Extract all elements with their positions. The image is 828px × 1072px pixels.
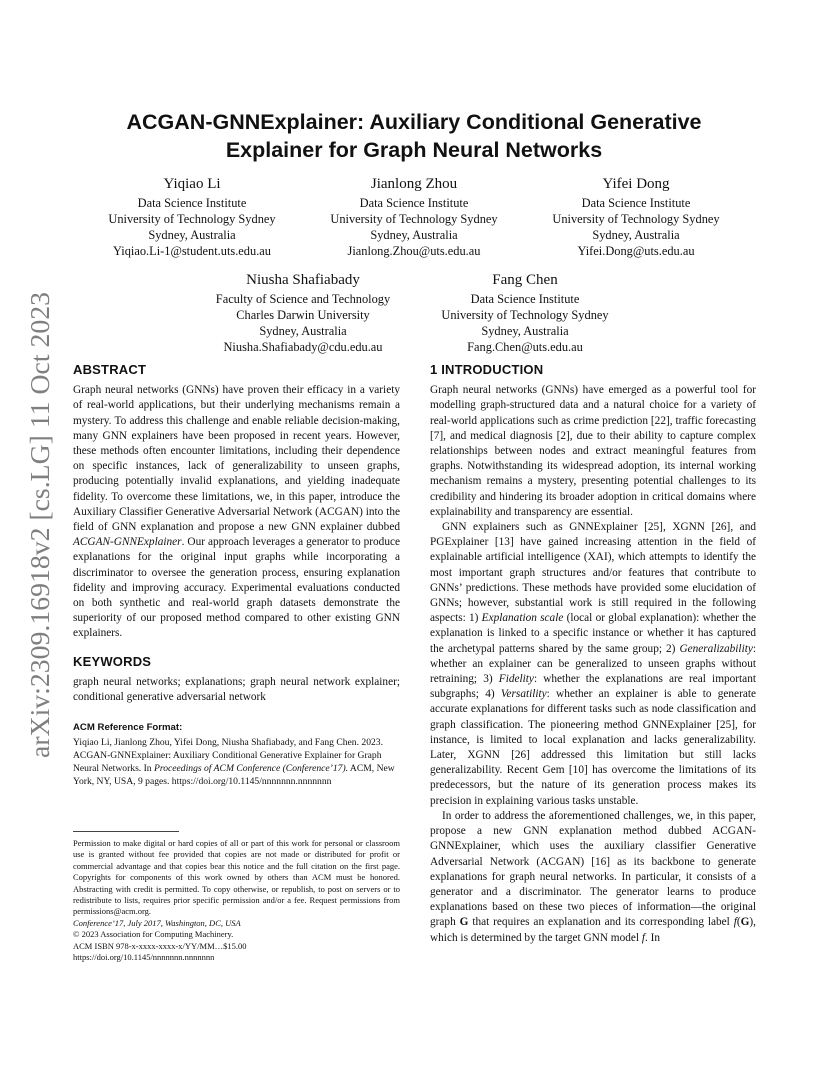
author-name: Niusha Shafiabady [246,272,360,288]
graph-symbol: G [740,916,750,929]
abstract-text [73,383,400,641]
author-name: Yifei Dong [602,176,670,192]
intro-text-part: : whether the explanations are real important subgraphs; 4) [430,673,756,701]
method-name-italic: ACGAN-GNNExplainer [73,536,182,549]
intro-italic-term: Fidelity [498,673,534,686]
model-symbol: f [733,916,737,929]
doi-line: https://doi.org/10.1145/nnnnnnn.nnnnnnn [73,952,215,963]
intro-text-part: (local or global explanation): whether the explanation is linked to a specific instance or whether it has captured the archetypal patterns shared by the same group; 2) [430,612,756,655]
intro-italic-term: Generalizability [679,642,753,655]
intro-text-part: : whether an explainer can be generalized to unseen graphs without retraining; 3) [430,642,756,686]
author-organization: Charles Darwin University [236,308,370,322]
acm-reference-section [73,720,400,788]
intro-paragraph-3: In order to address the aforementioned challenges, we, in this paper, propose a new GNN explanation method dubbed ACGAN-GNNExplainer, which uses the auxiliary classifier Generative Adversarial Network (ACGAN) [16] as its backbone to generate explanations for graph neural networks. In particular, it consists of a generator and a discriminator. The generator learns to produce explanations based on these two pieces of information—the original graph G that requires an explanation and its corresponding label f(G), which is determined by the target GNN model f. In [430,809,757,944]
author-organization: University of Technology Sydney [108,212,276,226]
copyright-footnote [73,838,400,963]
author-block [408,271,642,355]
footnote-divider [73,831,179,832]
acm-reference-part: ACM, New York, NY, USA, 9 pages. https://doi.org/10.1145/nnnnnnn.nnnnnnn [73,762,395,787]
intro-text-part: . In [645,931,661,944]
intro-text-part: ), which is determined by the target GNN model [430,916,757,944]
abstract-heading: ABSTRACT [73,362,147,377]
author-location: Sydney, Australia [592,228,680,242]
author-affiliation: Data Science Institute [581,196,691,210]
copyright-line: © 2023 Association for Computing Machinery. [73,929,234,940]
author-name: Yiqiao Li [163,176,221,192]
paper-title [70,108,758,164]
acm-reference-part: Yiqiao Li, Jianlong Zhou, Yifei Dong, Niusha Shafiabady, and Fang Chen. 2023. ACGAN-GNNExplainer: Auxiliary Conditional Generative Explainer for Graph Neural Networks. In [73,737,383,774]
author-affiliation: Data Science Institute [359,196,469,210]
author-location: Sydney, Australia [148,228,236,242]
introduction-section [430,362,756,946]
author-affiliation: Faculty of Science and Technology [215,292,391,306]
intro-italic-term: Versatility [500,688,547,701]
author-organization: University of Technology Sydney [441,308,609,322]
author-affiliation: Data Science Institute [137,196,247,210]
author-location: Sydney, Australia [481,324,569,338]
author-email: Yiqiao.Li-1@student.uts.edu.au [112,244,271,258]
author-block [519,175,753,259]
intro-text-part: GNN explainers such as GNNExplainer [25], XGNN [26], and PGExplainer [13] have gained increasing attention in the field of explainable artificial intelligence (XAI), which attempts to identify the most important graph structures and/or features that contribute to GNNs’ predictions. These methods have provided some elucidation of GNNs; however, substantial work is still required in the following aspects: 1) [430,521,756,625]
intro-text-part: In order to address the aforementioned challenges, we, in this paper, propose a new GNN explanation method dubbed ACGAN-GNNExplainer, which uses the auxiliary classifier Generative Adversarial Network (ACGAN) [16] as its backbone to generate explanations for graph neural networks. In particular, it consists of a generator and a discriminator. The generator learns to produce explanations based on these two pieces of information—the original graph [430,809,756,929]
author-block [186,271,420,355]
graph-symbol: G [459,916,469,929]
conference-line: Conference’17, July 2017, Washington, DC, USA [73,917,241,928]
author-email: Fang.Chen@uts.edu.au [467,340,583,354]
author-name: Jianlong Zhou [370,176,458,192]
intro-text-part: : whether an explainer is able to generate accurate explanations for different tasks such as node classification and graph classification. The pioneering method GNNExplainer [25], for instance, is limited to local explanation and lacks generalizability. Later, XGNN [26] addressed this limitation but still lacks generalizability. Recent Gem [10] has overcome the limitations of its predecessors, but the nature of its generation process makes its precision in explaining various tasks unstable. [430,688,756,807]
author-email: Yifei.Dong@uts.edu.au [577,244,695,258]
keywords-text: graph neural networks; explanations; graph neural network explainer; conditional generative adversarial network [73,676,400,704]
author-organization: University of Technology Sydney [330,212,498,226]
author-name: Fang Chen [492,272,558,288]
title-line-1: ACGAN-GNNExplainer: Auxiliary Conditional Generative [126,110,702,134]
author-location: Sydney, Australia [370,228,458,242]
author-email: Niusha.Shafiabady@cdu.edu.au [223,340,383,354]
author-location: Sydney, Australia [259,324,347,338]
title-line-2: Explainer for Graph Neural Networks [225,138,603,162]
intro-paragraph-2 [430,520,756,809]
abstract-text-part: Graph neural networks (GNNs) have proven their efficacy in a variety of real-world applications, but their underlying mechanisms remain a mystery. To address this challenge and enable reliable decision-making, many GNN explainers have been proposed in recent years. However, these methods often encounter limitations, including their dependence on specific instances, lack of generalizability to unseen graphs, producing potentially invalid explanations, and yielding inadequate fidelity. To overcome these limitations, we, in this paper, introduce the Auxiliary Classifier Generative Adversarial Network (ACGAN) into the field of GNN explanation and propose a new GNN explainer dubbed [73,384,400,534]
acm-reference-venue: Proceedings of ACM Conference (Conference’17). [154,762,349,774]
author-email: Jianlong.Zhou@uts.edu.au [347,244,481,258]
keywords-heading: KEYWORDS [73,654,152,669]
arxiv-stamp [18,290,58,760]
acm-reference-heading: ACM Reference Format: [73,722,183,733]
arxiv-stamp-text: arXiv:2309.16918v2 [cs.LG] 11 Oct 2023 [25,304,55,758]
author-affiliation: Data Science Institute [470,292,580,306]
acm-reference-text [73,737,400,788]
permission-notice: Permission to make digital or hard copies of all or part of this work for personal or classroom use is granted without fee provided that copies are not made or distributed for profit or commercial advantage and that copies bear this notice and the full citation on the first page. Copyrights for components of this work owned by others than ACM must be honored. Abstracting with credit is permitted. To copy otherwise, or republish, to post on servers or to redistribute to lists, requires prior specific permission and/or a fee. Request permissions from permissions@acm.org. [73,838,400,917]
model-symbol: f [641,931,646,944]
keywords-section [73,654,400,706]
abstract-section [73,362,400,642]
introduction-heading: 1 INTRODUCTION [430,362,544,377]
author-organization: University of Technology Sydney [552,212,720,226]
intro-italic-term: Explanation scale [481,612,564,625]
intro-text-part: that requires an explanation and its corresponding label [468,916,734,929]
author-block [75,175,309,259]
isbn-line: ACM ISBN 978-x-xxxx-xxxx-x/YY/MM…$15.00 [73,940,247,951]
author-block [297,175,531,259]
intro-paragraph-1: Graph neural networks (GNNs) have emerged as a powerful tool for modelling graph-structured data and a natural choice for a variety of real-world applications such as crime prediction [22], traffic forecasting [7], and medical diagnosis [2], due to their ability to capture complex relationships between nodes and extract meaningful features from graphs. Notwithstanding its widespread adoption, its internal working mechanism remains a mystery, presenting potential challenges to its credibility and hindering its broader adoption in critical domains where explainability and transparency are essential. [430,384,756,518]
abstract-text-part: . Our approach leverages a generator to produce explanations for the original input graphs while incorporating a discriminator to oversee the generation process, ensuring explanation fidelity and improving accuracy. Experimental evaluations conducted on both synthetic and real-world graph datasets demonstrate the superiority of our proposed method compared to other existing GNN explainers. [73,536,400,640]
